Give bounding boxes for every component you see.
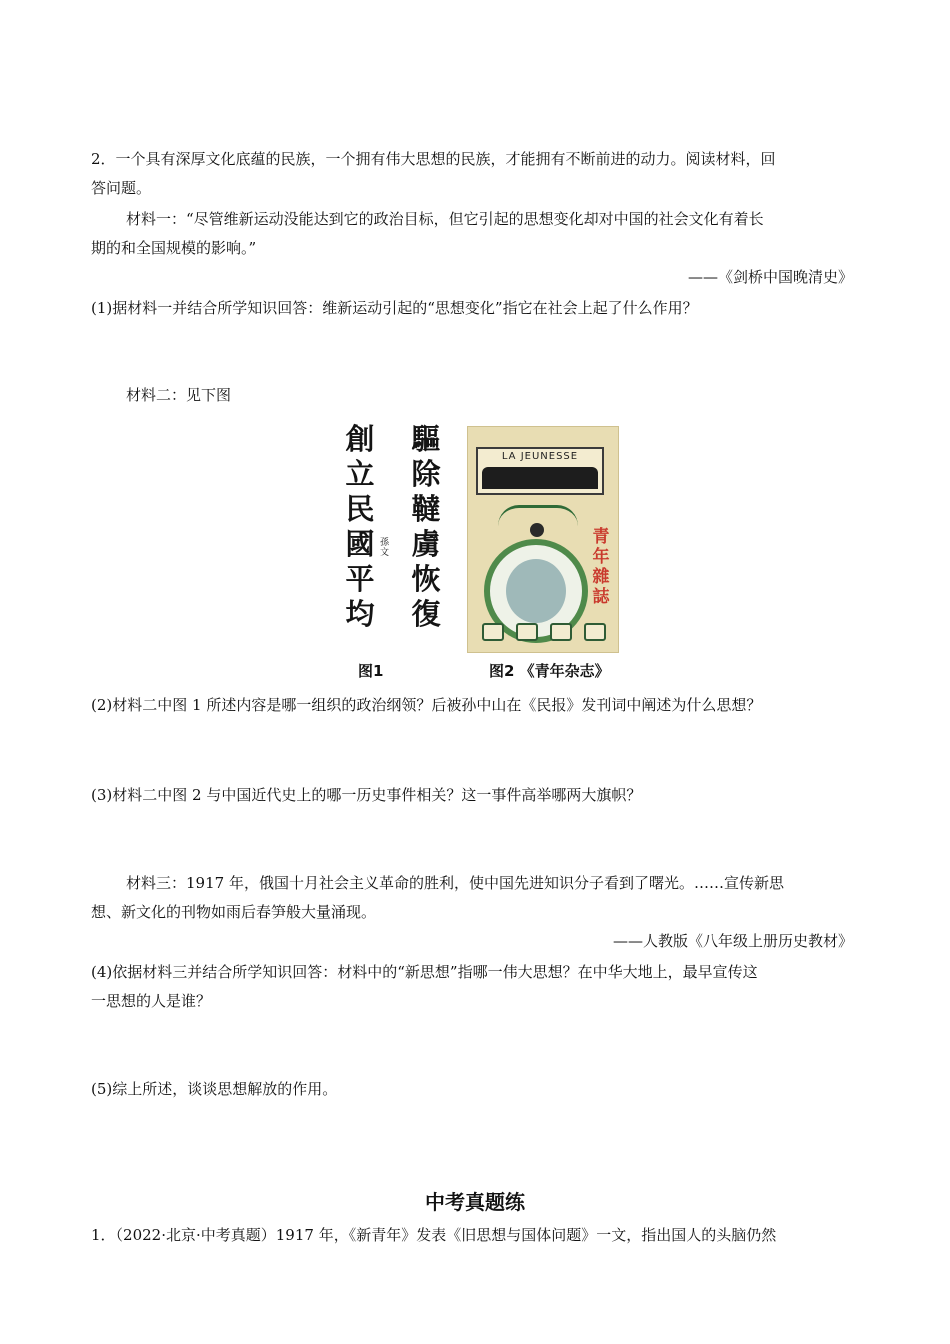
material2-figure bbox=[338, 422, 620, 652]
material1-line1: 材料一：“尽管维新运动没能达到它的政治目标，但它引起的思想变化却对中国的社会文化有着长 bbox=[126, 210, 764, 228]
figure1-calligraphy bbox=[338, 422, 463, 652]
exam-question1-line1: 1．（2022·北京·中考真题）1917 年，《新青年》发表《旧思想与国体问题》一文，指出国人的头脑仍然 bbox=[91, 1226, 777, 1244]
question2: (2)材料二中图 1 所述内容是哪一组织的政治纲领？后被孙中山在《民报》发刊词中阐述为什么思想？ bbox=[91, 696, 762, 714]
magazine-vertical-title bbox=[590, 527, 612, 607]
calligraphy-left-column bbox=[340, 422, 380, 632]
title-char: 年 bbox=[592, 547, 610, 567]
material3-line2: 想、新文化的刊物如雨后春笋般大量涌现。 bbox=[91, 903, 377, 921]
figure2-magazine-cover bbox=[467, 426, 619, 653]
figure1-caption: 图1 bbox=[358, 662, 384, 680]
question4-line2: 一思想的人是谁？ bbox=[91, 992, 212, 1010]
calligraphy-char: 民 bbox=[345, 492, 375, 526]
magazine-banner-title: LA JEUNESSE bbox=[501, 451, 579, 462]
portrait-image bbox=[506, 559, 566, 623]
calligraphy-right-column bbox=[406, 422, 446, 632]
title-char: 誌 bbox=[592, 587, 610, 607]
question4-line1: (4)依据材料三并结合所学知识回答：材料中的“新思想”指哪一伟大思想？在中华大地上，最早宣传这 bbox=[91, 963, 758, 981]
calligraphy-char: 國 bbox=[345, 527, 375, 561]
question3: (3)材料二中图 2 与中国近代史上的哪一历史事件相关？这一事件高举哪两大旗帜？ bbox=[91, 786, 642, 804]
calligraphy-char: 均 bbox=[345, 597, 375, 631]
section-heading: 中考真题练 bbox=[425, 1190, 525, 1214]
q2-intro-line2: 答问题。 bbox=[91, 179, 152, 197]
figure2-caption: 图2 《青年杂志》 bbox=[489, 662, 610, 680]
question1: (1)据材料一并结合所学知识回答：维新运动引起的“思想变化”指它在社会上起了什么作用？ bbox=[91, 299, 698, 317]
calligraphy-char: 除 bbox=[411, 457, 441, 491]
crowd-illustration bbox=[482, 467, 598, 489]
calligraphy-char: 創 bbox=[345, 422, 375, 456]
calligraphy-char: 驅 bbox=[411, 422, 441, 456]
calligraphy-char: 韃 bbox=[411, 492, 441, 526]
calligraphy-char: 虜 bbox=[411, 527, 441, 561]
ornament-dot bbox=[530, 523, 544, 537]
title-char: 青 bbox=[592, 527, 610, 547]
calligraphy-char: 平 bbox=[345, 562, 375, 596]
title-char: 雜 bbox=[592, 567, 610, 587]
magazine-banner bbox=[476, 447, 604, 495]
calligraphy-signature: 孫文 bbox=[380, 538, 390, 558]
material3-source: ——人教版《八年级上册历史教材》 bbox=[612, 932, 853, 950]
calligraphy-char: 立 bbox=[345, 457, 375, 491]
material1-line2: 期的和全国规模的影响。” bbox=[91, 239, 257, 257]
material1-source: ——《剑桥中国晚清史》 bbox=[687, 268, 853, 286]
q2-intro-line1: 2．一个具有深厚文化底蕴的民族，一个拥有伟大思想的民族，才能拥有不断前进的动力。阅读材料，回 bbox=[91, 150, 776, 168]
bottom-ribbon bbox=[482, 623, 606, 639]
material2-label: 材料二：见下图 bbox=[126, 386, 232, 404]
calligraphy-char: 復 bbox=[411, 597, 441, 631]
question5: (5)综上所述，谈谈思想解放的作用。 bbox=[91, 1080, 338, 1098]
calligraphy-char: 恢 bbox=[411, 562, 441, 596]
material3-line1: 材料三：1917 年，俄国十月社会主义革命的胜利，使中国先进知识分子看到了曙光。……宣传新思 bbox=[126, 874, 784, 892]
